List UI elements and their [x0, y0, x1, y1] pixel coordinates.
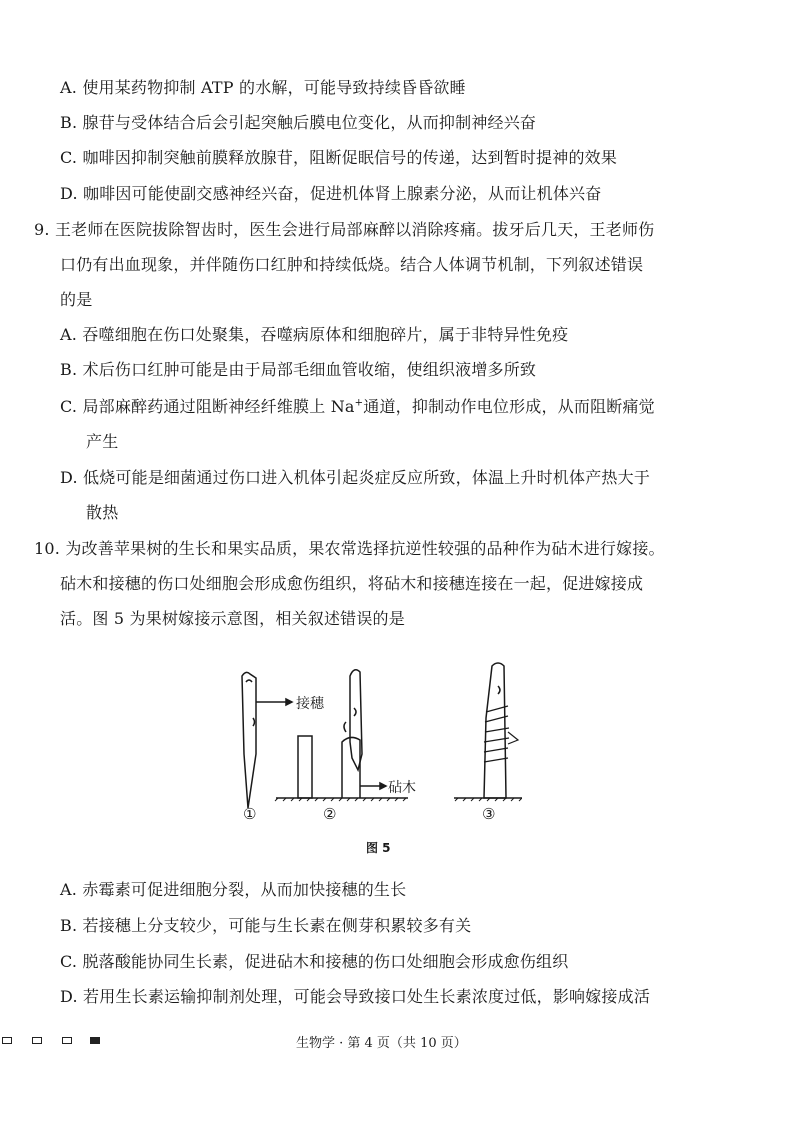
q9-option-d-line2: 散热 — [86, 503, 119, 522]
figure-caption: 图 5 — [366, 841, 391, 855]
footer-square-3 — [62, 1037, 72, 1044]
q10-option-d: D. 若用生长素运输抑制剂处理，可能会导致接口处生长素浓度过低，影响嫁接成活 — [60, 987, 651, 1006]
q9-option-c-pre: C. 局部麻醉药通过阻断神经纤维膜上 Na — [60, 397, 355, 416]
q10-stem-line1: 10. 为改善苹果树的生长和果实品质，果农常选择抗逆性较强的品种作为砧木进行嫁接。 — [34, 539, 665, 558]
q9-option-c-line2: 产生 — [86, 432, 119, 451]
step-2-label: ② — [323, 805, 337, 823]
q9-stem-line2: 口仍有出血现象，并伴随伤口红肿和持续低烧。结合人体调节机制，下列叙述错误 — [60, 255, 644, 274]
q10-option-c: C. 脱落酸能协同生长素，促进砧木和接穗的伤口处细胞会形成愈伤组织 — [60, 952, 569, 971]
footer-square-2 — [32, 1037, 42, 1044]
q9-stem-line1: 9. 王老师在医院拔除智齿时，医生会进行局部麻醉以消除疼痛。拔牙后几天，王老师伤 — [34, 220, 655, 239]
q9-option-d-line1: D. 低烧可能是细菌通过伤口进入机体引起炎症反应所致，体温上升时机体产热大于 — [60, 468, 651, 487]
q10-stem-line2: 砧木和接穗的伤口处细胞会形成愈伤组织，将砧木和接穗连接在一起，促进嫁接成 — [60, 574, 644, 593]
grafting-figure — [236, 658, 522, 828]
q9-option-b: B. 术后伤口红肿可能是由于局部毛细血管收缩，使组织液增多所致 — [60, 360, 537, 379]
q8-option-a: A. 使用某药物抑制 ATP 的水解，可能导致持续昏昏欲睡 — [60, 78, 466, 97]
label-rootstock: 砧木 — [388, 780, 416, 796]
scion-stick-1 — [242, 672, 256, 808]
q9-option-c-line1 — [60, 396, 655, 418]
step-3-label: ③ — [482, 805, 496, 823]
q9-option-c-post: 通道，抑制动作电位形成，从而阻断痛觉 — [363, 397, 655, 416]
q8-option-d: D. 咖啡因可能使副交感神经兴奋，促进机体肾上腺素分泌，从而让机体兴奋 — [60, 184, 602, 203]
q9-option-a: A. 吞噬细胞在伤口处聚集，吞噬病原体和细胞碎片，属于非特异性免疫 — [60, 325, 569, 344]
q10-option-b: B. 若接穗上分支较少，可能与生长素在侧芽积累较多有关 — [60, 916, 472, 935]
q8-option-b: B. 腺苷与受体结合后会引起突触后膜电位变化，从而抑制神经兴奋 — [60, 113, 537, 132]
rootstock-cut — [298, 736, 312, 798]
label-scion: 接穗 — [296, 696, 324, 712]
q10-option-a: A. 赤霉素可促进细胞分裂，从而加快接穗的生长 — [60, 880, 407, 899]
q9-option-c-sup: + — [354, 397, 364, 409]
q10-stem-line3: 活。图 5 为果树嫁接示意图，相关叙述错误的是 — [60, 609, 405, 628]
footer-square-1 — [2, 1037, 12, 1044]
page-footer: 生物学 · 第 4 页（共 10 页） — [296, 1036, 467, 1051]
footer-square-4 — [90, 1037, 100, 1044]
q8-option-c: C. 咖啡因抑制突触前膜释放腺苷，阻断促眠信号的传递，达到暂时提神的效果 — [60, 148, 618, 167]
step-1-label: ① — [243, 805, 257, 823]
q9-stem-line3: 的是 — [60, 290, 93, 309]
grafting-diagram — [236, 658, 522, 828]
